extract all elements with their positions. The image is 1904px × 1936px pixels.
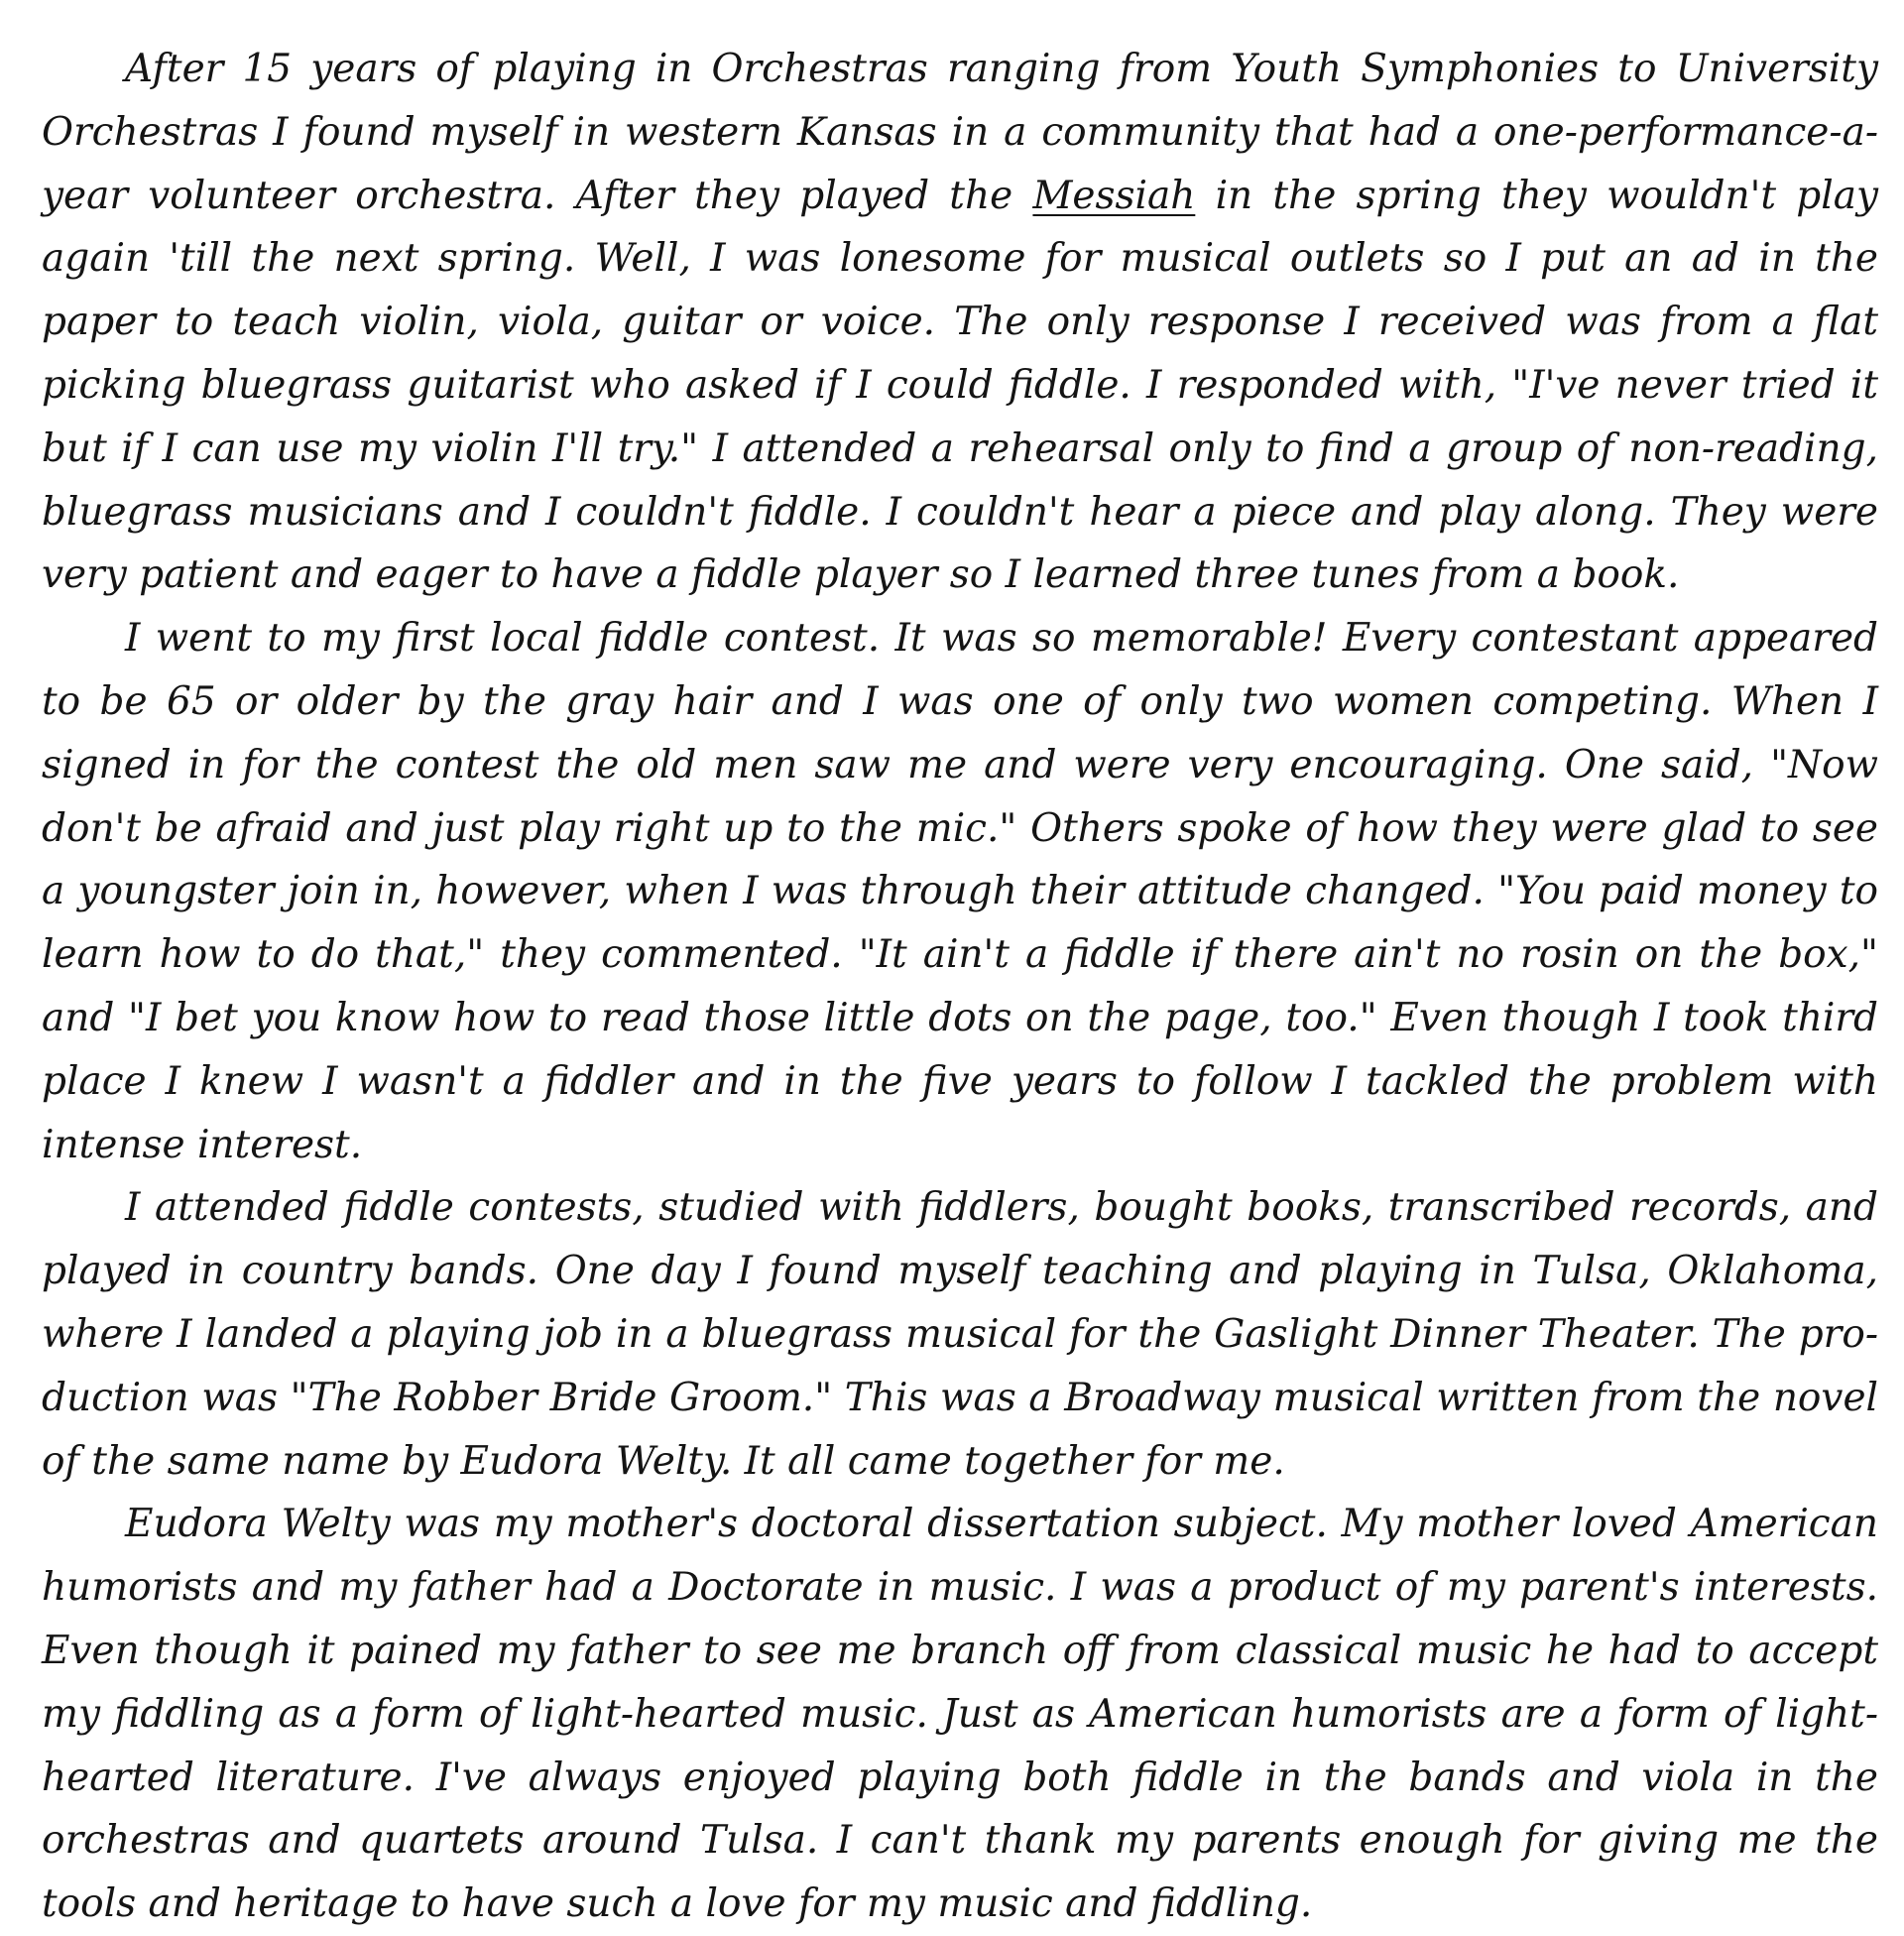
article-body [42,38,1878,1936]
paragraph-text: Eudora Welty was my mother's doctoral dissertation subject. My mother loved American humorists and my father had a Doctorate in music. I was a product of my parent's interests. Even though it pained my father to see me branch off from classical music he had to accept my fiddling as a form of light-hearted music. Just as American humorists are a form of light-hearted literature. I've always enjoyed playing both fiddle in the bands and viola in the orchestras and quartets around Tulsa. I can't thank my parents enough for giving me the tools and heritage to have such a love for my music and fiddling. [42,1502,1878,1927]
paragraph-3 [42,1176,1878,1493]
paragraph-text: in the spring they wouldn't play again 'till the next spring. Well, I was lonesome for musical outlets so I put an ad in the paper to teach violin, viola, guitar or voice. The only response I received was from a flat picking bluegrass guitarist who asked if I could fiddle. I responded with, "I've never tried it but if I can use my violin I'll try." I attended a rehearsal only to find a group of non-reading, bluegrass musicians and I couldn't fiddle. I couldn't hear a piece and play along. They were very patient and eager to have a fiddle player so I learned three tunes from a book. [42,173,1879,598]
paragraph-text: After 15 years of playing in Orchestras ranging from Youth Symphonies to University Orchestras I found myself in western Kansas in a community that had a one-performance-a-year volunteer orchestra. After they played the [42,47,1878,218]
paragraph-2 [42,607,1878,1176]
paragraph-text: I attended fiddle contests, studied with fiddlers, bought books, transcribed records, and played in country bands. One day I found myself teaching and playing in Tulsa, Oklahoma, where I landed a playing job in a bluegrass musical for the Gaslight Dinner Theater. The production was "The Robber Bride Groom." This was a Broadway musical written from the novel of the same name by Eudora Welty. It all came together for me. [42,1185,1878,1484]
paragraph-text: I went to my first local fiddle contest. It was so memorable! Every contestant appeared to be 65 or older by the gray hair and I was one of only two women competing. When I signed in for the contest the old men saw me and were very encouraging. One said, "Now don't be afraid and just play right up to the mic." Others spoke of how they were glad to see a youngster join in, however, when I was through their attitude changed. "You paid money to learn how to do that," they commented. "It ain't a fiddle if there ain't no rosin on the box," and "I bet you know how to read those little dots on the page, too." Even though I took third place I knew I wasn't a fiddler and in the five years to follow I tackled the problem with intense interest. [42,616,1878,1167]
paragraph-1 [42,38,1878,607]
paragraph-4 [42,1493,1878,1936]
title-messiah: Messiah [1032,173,1196,218]
